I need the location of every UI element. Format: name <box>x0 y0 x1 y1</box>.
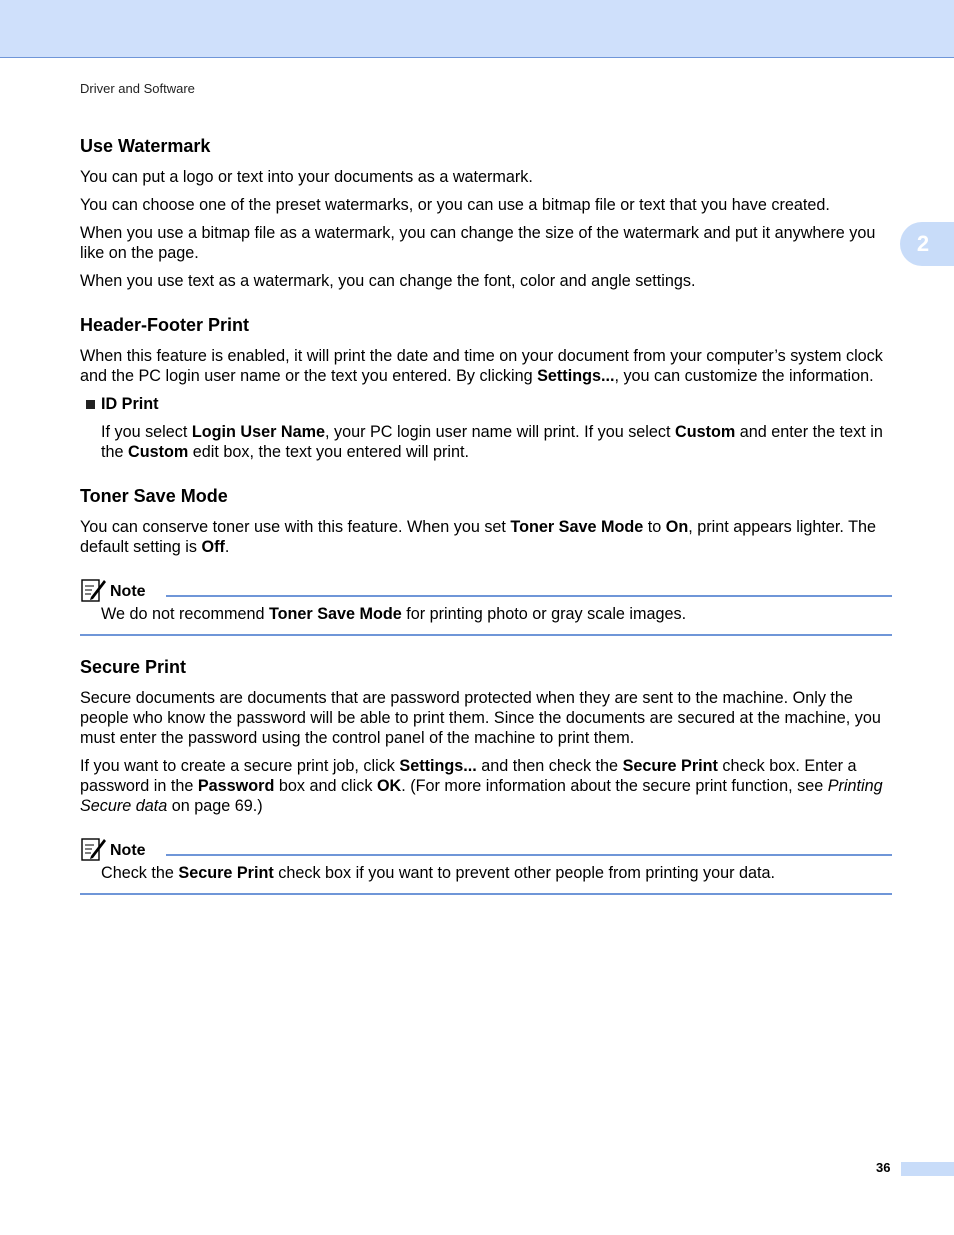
section-title: Header-Footer Print <box>80 315 250 335</box>
paragraph: When you use a bitmap file as a watermark, you can change the size of the watermark and put it anywhere you like on the page. <box>80 224 876 262</box>
section-title: Use Watermark <box>80 136 211 156</box>
paragraph: When you use text as a watermark, you can change the font, color and angle settings. <box>80 272 696 290</box>
paragraph: You can choose one of the preset watermarks, or you can use a bitmap file or text that you have created. <box>80 196 830 214</box>
bullet-id-print <box>86 394 892 414</box>
paragraph: Secure documents are documents that are password protected when they are sent to the machine. Only the people who know the password will be able to print them. Since the documents are secured at the machine, you must enter the password using the control panel of the machine to print them. <box>80 689 881 747</box>
paragraph: If you want to create a secure print job, click Settings... and then check the Secure Print check box. Enter a password in the Password box and click OK. (For more information about the secure print function, see Printing Secure data on page 69.) <box>80 757 883 815</box>
note-rule <box>166 595 892 597</box>
page-number-bar <box>901 1162 954 1176</box>
paragraph: You can put a logo or text into your documents as a watermark. <box>80 168 533 186</box>
note-header <box>80 836 892 862</box>
section-header-footer-print <box>80 313 892 462</box>
page-content <box>80 134 892 895</box>
note-box <box>80 577 892 636</box>
paragraph: You can conserve toner use with this feature. When you set Toner Save Mode to On, print appears lighter. The default setting is Off. <box>80 518 877 556</box>
note-pencil-icon <box>80 577 107 603</box>
note-pencil-icon <box>80 836 107 862</box>
note-header <box>80 577 892 603</box>
section-use-watermark <box>80 134 892 291</box>
section-toner-save-mode <box>80 484 892 636</box>
running-head: Driver and Software <box>80 81 195 96</box>
section-title: Secure Print <box>80 657 187 677</box>
note-text: Check the Secure Print check box if you want to prevent other people from printing your data. <box>80 863 892 895</box>
cross-reference-link[interactable]: Printing Secure data <box>80 777 883 815</box>
paragraph: When this feature is enabled, it will print the date and time on your document from your computer’s system clock and the PC login user name or the text you entered. By clicking Settings..., you can customize the information. <box>80 347 883 385</box>
square-bullet-icon <box>86 400 95 409</box>
section-title: Toner Save Mode <box>80 486 228 506</box>
bullet-title: ID Print <box>101 395 159 413</box>
note-text: We do not recommend Toner Save Mode for printing photo or gray scale images. <box>80 604 892 636</box>
note-label: Note <box>110 583 146 600</box>
note-rule <box>166 854 892 856</box>
section-secure-print <box>80 655 892 895</box>
bullet-text: If you select Login User Name, your PC login user name will print. If you select Custom and enter the text in the Custom edit box, the text you entered will print. <box>101 423 883 461</box>
page-number: 36 <box>876 1160 891 1175</box>
note-label: Note <box>110 842 146 859</box>
chapter-tab: 2 <box>900 222 954 266</box>
note-box <box>80 836 892 895</box>
top-header-band <box>0 0 954 58</box>
